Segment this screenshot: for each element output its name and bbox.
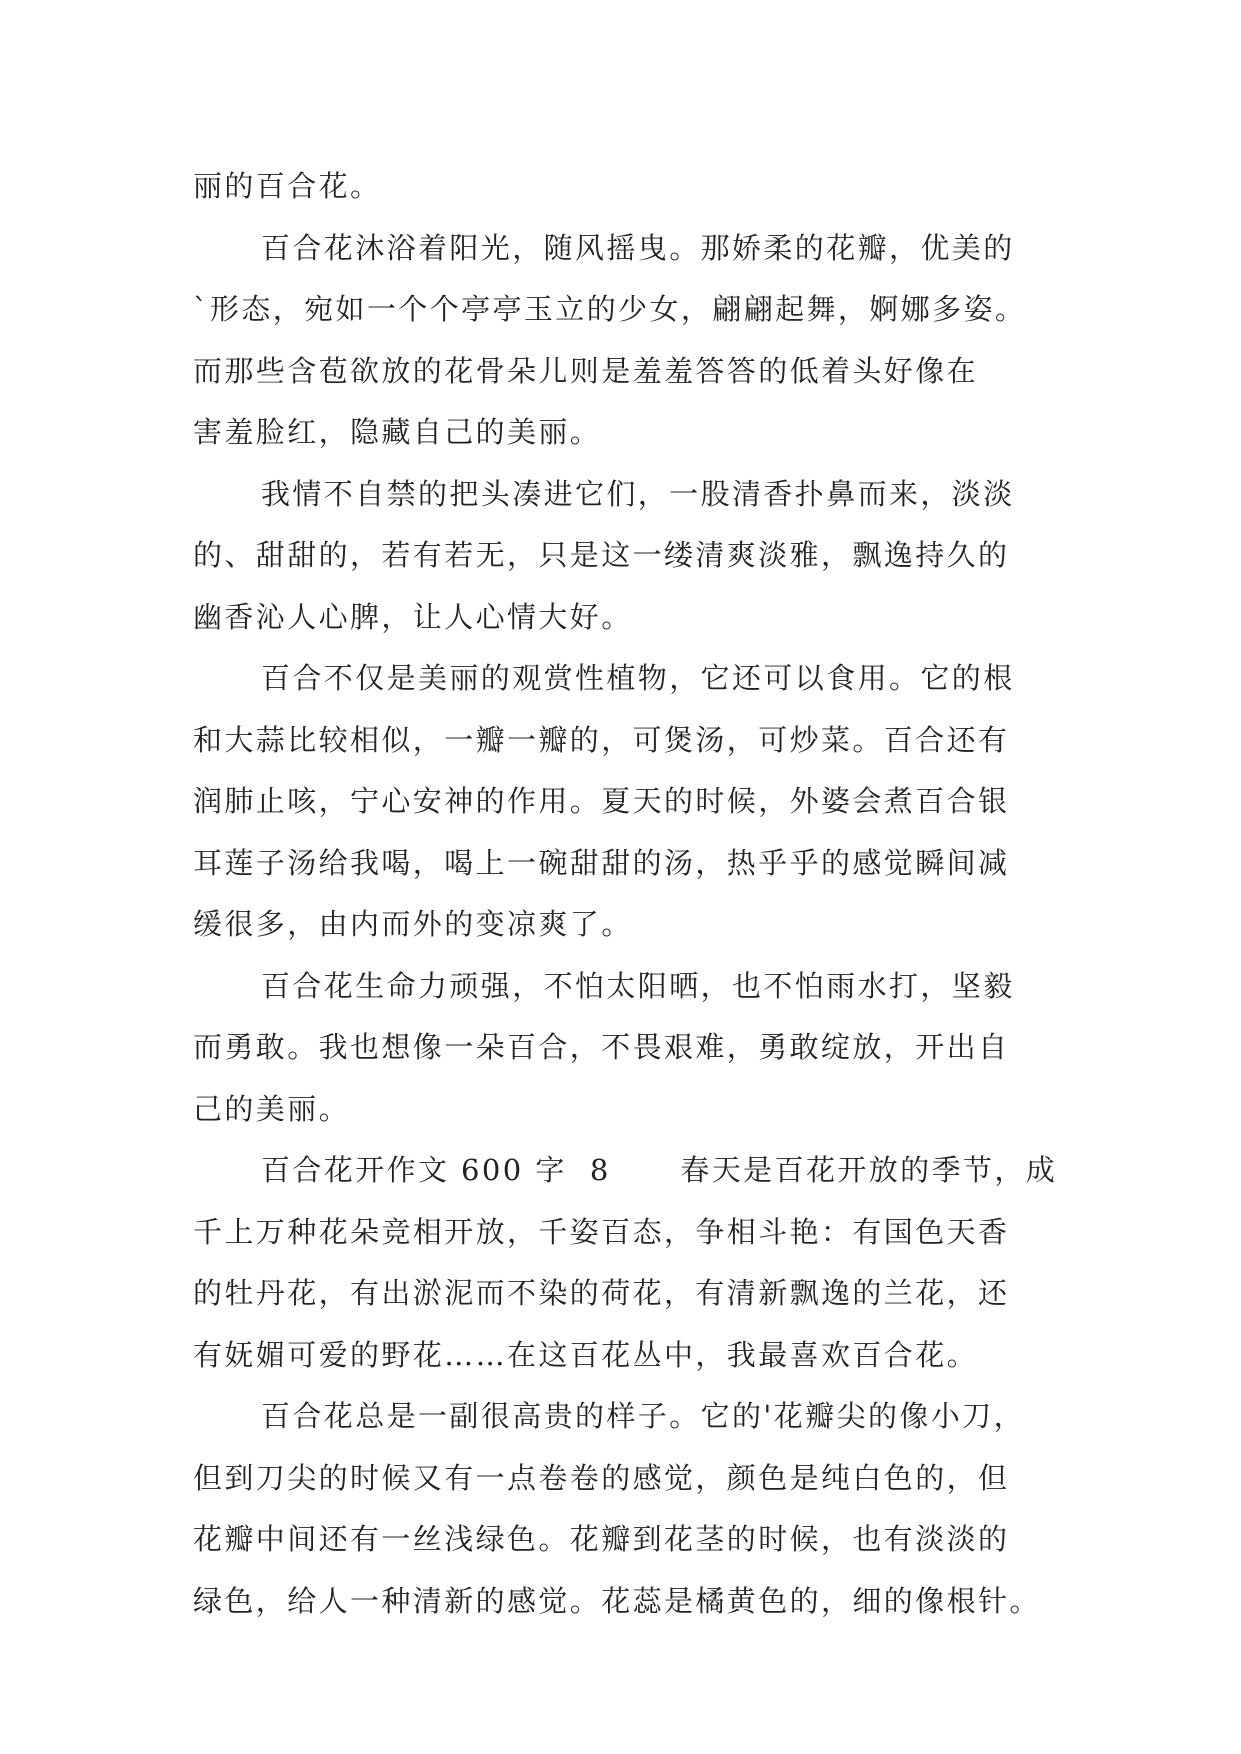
text-line: 丽的百合花。 xyxy=(193,169,382,203)
text-line: 我情不自禁的把头凑进它们，一股清香扑鼻而来，淡淡 xyxy=(261,476,1015,511)
text-line: 的、甜甜的，若有若无，只是这一缕清爽淡雅，飘逸持久的 xyxy=(193,538,1010,572)
text-line: 和大蒜比较相似，一瓣一瓣的，可煲汤，可炒菜。百合还有 xyxy=(193,722,1010,757)
text-line: 害羞脸红，隐藏自己的美丽。 xyxy=(193,415,602,449)
text-line: 百合花总是一副很高贵的样子。它的'花瓣尖的像小刀， xyxy=(261,1399,1025,1433)
text-line: 百合花沐浴着阳光，随风摇曳。那娇柔的花瓣，优美的 xyxy=(261,230,1015,265)
text-line: 千上万种花朵竞相开放，千姿百态，争相斗艳：有国色天香 xyxy=(193,1214,1010,1249)
text-line: 有妩媚可爱的野花……在这百花丛中，我最喜欢百合花。 xyxy=(193,1337,979,1372)
text-line: `形态，宛如一个个亭亭玉立的少女，翩翩起舞，婀娜多姿。 xyxy=(193,292,1027,326)
text-line: 的牡丹花，有出淤泥而不染的荷花，有清新飘逸的兰花，还 xyxy=(193,1276,1010,1310)
text-line: 百合不仅是美丽的观赏性植物，它还可以食用。它的根 xyxy=(261,661,1015,695)
text-line: 而那些含苞欲放的花骨朵儿则是羞羞答答的低着头好像在 xyxy=(193,353,979,388)
text-line: 润肺止咳，宁心安神的作用。夏天的时候，外婆会煮百合银 xyxy=(193,784,1010,818)
essay-body xyxy=(193,156,1073,1632)
text-line: 绿色，给人一种清新的感觉。花蕊是橘黄色的，细的像根针。 xyxy=(193,1583,1041,1618)
text-line: 缓很多，由内而外的变凉爽了。 xyxy=(193,907,633,941)
text-line: 花瓣中间还有一丝浅绿色。花瓣到花茎的时候，也有淡淡的 xyxy=(193,1522,1010,1556)
text-line: 幽香沁人心脾，让人心情大好。 xyxy=(193,599,633,634)
text-line: 耳莲子汤给我喝，喝上一碗甜甜的汤，热乎乎的感觉瞬间减 xyxy=(193,845,1010,880)
text-line: 但到刀尖的时候又有一点卷卷的感觉，颜色是纯白色的，但 xyxy=(193,1460,1010,1495)
text-line: 百合花生命力顽强，不怕太阳晒，也不怕雨水打，坚毅 xyxy=(261,968,1015,1003)
text-line: 而勇敢。我也想像一朵百合，不畏艰难，勇敢绽放，开出自 xyxy=(193,1030,1010,1064)
text-line: 己的美丽。 xyxy=(193,1091,351,1126)
text-line: 百合花开作文 600 字 8 春天是百花开放的季节，成 xyxy=(261,1153,1058,1187)
